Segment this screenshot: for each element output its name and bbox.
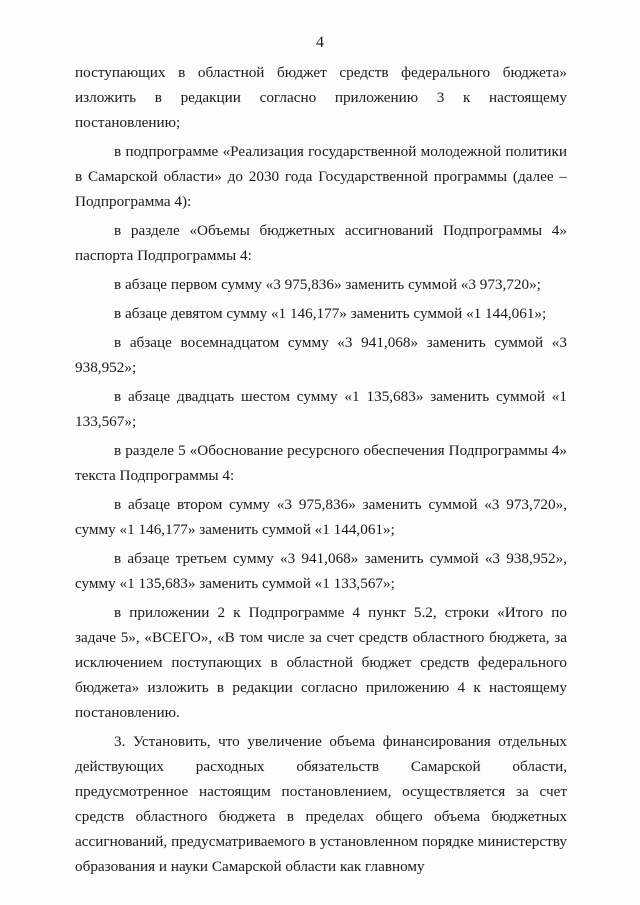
paragraph-section-5: в разделе 5 «Обоснование ресурсного обеспечения Подпрограммы 4» текста Подпрограммы 4: [75, 442, 567, 484]
document-body [75, 60, 567, 879]
paragraph-first-abzac: в абзаце первом сумму «3 975,836» заменить суммой «3 973,720»; [114, 276, 541, 293]
paragraph-passport-section: в разделе «Объемы бюджетных ассигнований Подпрограммы 4» паспорта Подпрограммы 4: [75, 222, 567, 264]
paragraph-third-abzac: в абзаце третьем сумму «3 941,068» заменить суммой «3 938,952», сумму «1 135,683» заменить суммой «1 133,567»; [75, 550, 567, 592]
paragraph-continuation: поступающих в областной бюджет средств федерального бюджета» изложить в редакции согласно приложению 3 к настоящему постановлению; [75, 64, 567, 131]
page-number: 4 [316, 34, 324, 51]
paragraph-twenty-sixth-abzac: в абзаце двадцать шестом сумму «1 135,683» заменить суммой «1 133,567»; [75, 388, 567, 430]
paragraph-second-abzac: в абзаце втором сумму «3 975,836» заменить суммой «3 973,720», сумму «1 146,177» заменить суммой «1 144,061»; [75, 496, 567, 538]
paragraph-subprogram-4: в подпрограмме «Реализация государственной молодежной политики в Самарской области» до 2030 года Государственной программы (далее – Подпрограмма 4): [75, 143, 567, 210]
paragraph-item-3: 3. Установить, что увеличение объема финансирования отдельных действующих расходных обязательств Самарской области, предусмотренное настоящим постановлением, осуществляется за счет средств областного бюджета в пределах общего объема бюджетных ассигнований, предусматриваемого в установленном порядке министерству образования и науки Самарской области как главному [75, 733, 567, 875]
paragraph-eighteenth-abzac: в абзаце восемнадцатом сумму «3 941,068» заменить суммой «3 938,952»; [75, 334, 567, 376]
paragraph-ninth-abzac: в абзаце девятом сумму «1 146,177» заменить суммой «1 144,061»; [114, 305, 547, 322]
paragraph-appendix-2: в приложении 2 к Подпрограмме 4 пункт 5.2, строки «Итого по задаче 5», «ВСЕГО», «В том числе за счет средств областного бюджета, за исключением поступающих в областной бюджет средств федерального бюджета» изложить в редакции согласно приложению 4 к настоящему постановлению. [75, 604, 567, 721]
